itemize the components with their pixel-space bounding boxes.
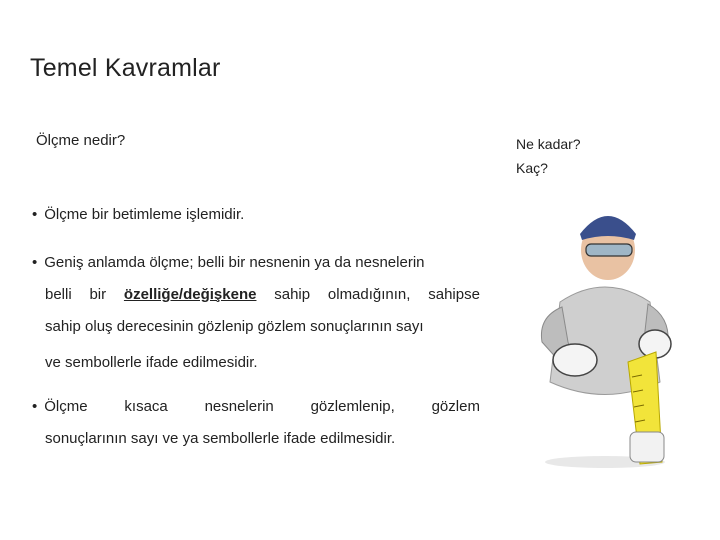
bullet-text: Geniş anlamda ölçme; belli bir nesnenin ya da nesnelerin	[44, 254, 425, 271]
worker-measuring-image	[520, 192, 690, 472]
slide-title: Temel Kavramlar	[30, 54, 221, 82]
word: kısaca	[124, 398, 168, 415]
word: olmadığının,	[327, 286, 411, 303]
word: Ölçme	[44, 398, 88, 415]
word: sahip	[274, 286, 311, 303]
word: sahipse	[428, 286, 480, 303]
bullet-2-line-4: ve sembollerle ifade edilmesidir.	[45, 354, 258, 371]
goggles-icon	[586, 244, 632, 256]
tape-case-shape	[630, 432, 664, 462]
bullet-first-word	[32, 398, 88, 415]
bullet-icon: •	[32, 206, 38, 223]
bullet-icon: •	[32, 254, 38, 271]
bullet-item-1	[32, 206, 244, 223]
word: gözlemlenip,	[310, 398, 395, 415]
bullet-item-3	[32, 398, 480, 415]
word: bir	[89, 286, 107, 303]
side-question-2: Kaç?	[516, 160, 548, 176]
side-question-1: Ne kadar?	[516, 136, 581, 152]
bullet-text: Ölçme bir betimleme işlemidir.	[44, 206, 245, 223]
bullet-2-line-2	[45, 286, 480, 303]
left-glove-icon	[553, 344, 597, 376]
bullet-2-line-3: sahip oluş derecesinin gözlenip gözlem sonuçlarının sayı	[45, 318, 424, 335]
word: gözlem	[431, 398, 480, 415]
bullet-icon: •	[32, 398, 38, 415]
bullet-3-line-2: sonuçlarının sayı ve ya sembollerle ifade edilmesidir.	[45, 430, 396, 447]
word: belli	[45, 286, 72, 303]
bullet-item-2	[32, 254, 425, 271]
underlined-term: özelliğe/değişkene	[123, 286, 257, 303]
question-text: Ölçme nedir?	[36, 132, 126, 149]
word: nesnelerin	[204, 398, 274, 415]
